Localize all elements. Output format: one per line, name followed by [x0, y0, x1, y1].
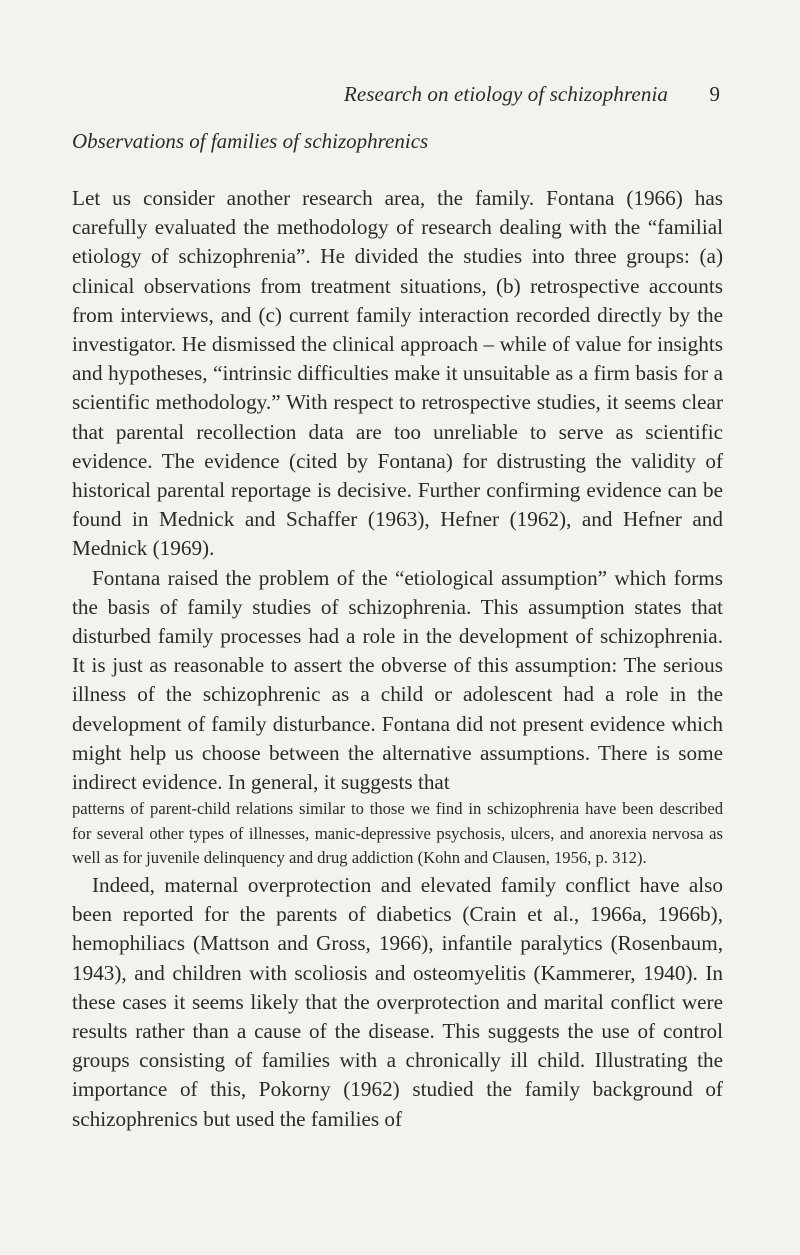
- section-heading: Observations of families of schizophrenics: [72, 129, 429, 153]
- running-head: [72, 82, 720, 112]
- block-quote: patterns of parent-child relations similar to those we find in schizophrenia have been described for several other types of illnesses, manic-depressive psychosis, ulcers, and anorexia nervosa as well as for juvenile delinquency and drug addiction (Kohn and Clausen, 1956, p. 312).: [72, 799, 723, 868]
- paragraph: Indeed, maternal overprotection and elevated family conflict have also been reported for the parents of diabetics (Crain et al., 1966a, 1966b), hemophiliacs (Mattson and Gross, 1966), infantile paralytics (Rosenbaum, 1943), and children with scoliosis and osteomyelitis (Kammerer, 1940). In these cases it seems likely that the overprotection and marital conflict were results rather than a cause of the disease. This suggests the use of control groups consisting of families with a chronically ill child. Illustrating the importance of this, Pokorny (1962) studied the family background of schizophrenics but used the families of: [72, 873, 723, 1131]
- running-title: Research on etiology of schizophrenia: [343, 82, 668, 106]
- paragraph: Fontana raised the problem of the “etiological assumption” which forms the basis of family studies of schizophrenia. This assumption states that disturbed family processes had a role in the development of schizophrenia. It is just as reasonable to assert the obverse of this assumption: The serious illness of the schizophrenic as a child or adolescent had a role in the development of family disturbance. Fontana did not present evidence which might help us choose between the alternative assumptions. There is some indirect evidence. In general, it suggests that: [72, 565, 723, 795]
- body-text: [72, 184, 723, 1134]
- paragraph: Let us consider another research area, the family. Fontana (1966) has carefully evaluated the methodology of research dealing with the “familial etiology of schizophrenia”. He divided the studies into three groups: (a) clinical observations from treatment situations, (b) retrospective accounts from interviews, and (c) current family interaction recorded directly by the investigator. He dismissed the clinical approach – while of value for insights and hypotheses, “intrinsic difficulties make it unsuitable as a firm basis for a scientific methodology.” With respect to retrospective studies, it seems clear that parental recollection data are too unreliable to serve as scientific evidence. The evidence (cited by Fontana) for distrusting the validity of historical parental reportage is decisive. Further confirming evidence can be found in Mednick and Schaffer (1963), Hefner (1962), and Hefner and Mednick (1969).: [72, 186, 723, 561]
- page-number: 9: [709, 82, 720, 106]
